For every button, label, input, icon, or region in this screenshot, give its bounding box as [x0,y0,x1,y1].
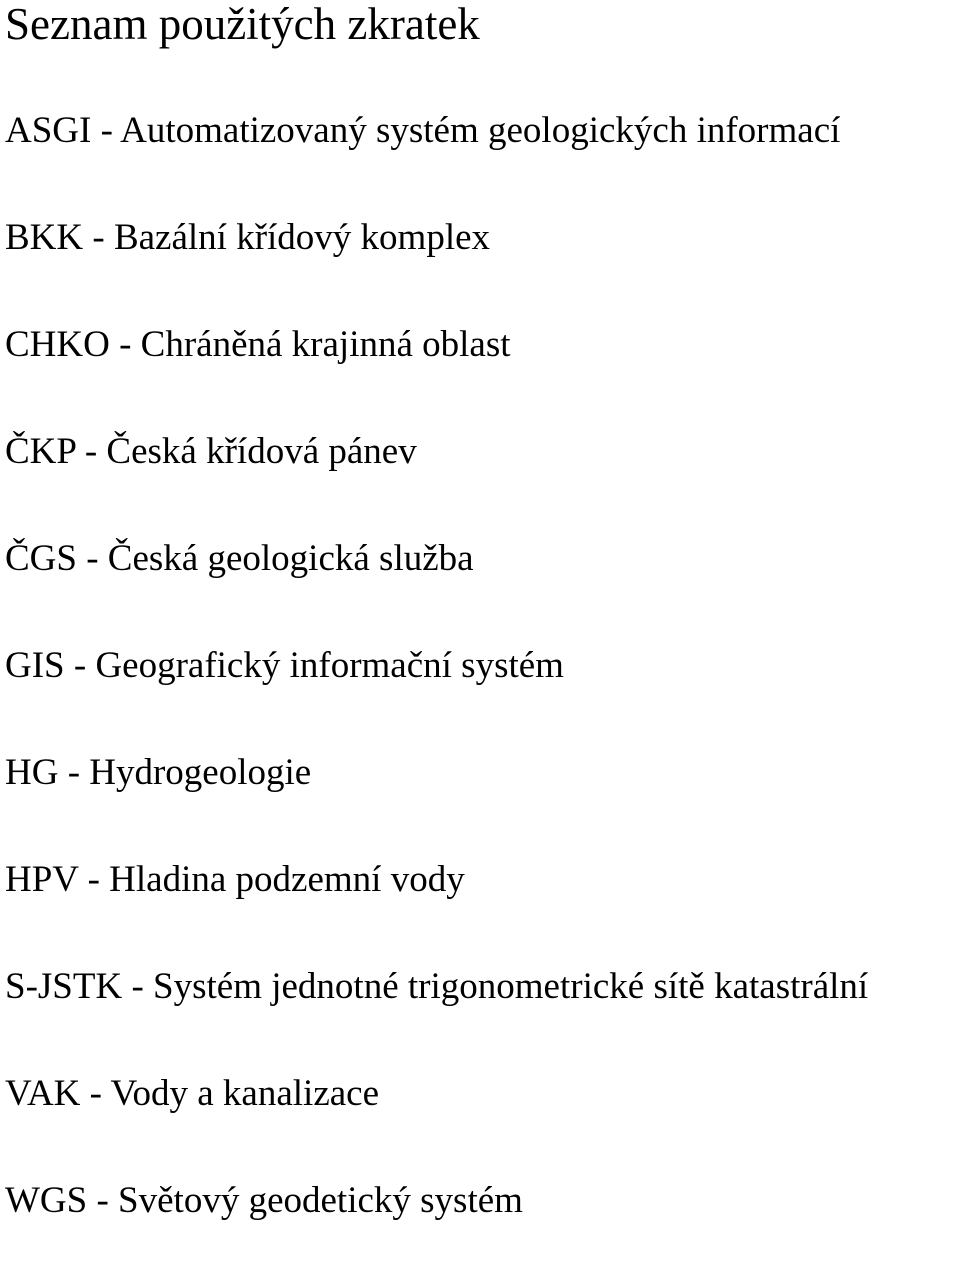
abbreviation-item-gis: GIS - Geografický informační systém [5,645,564,686]
abbreviation-item-wgs: WGS - Světový geodetický systém [5,1180,523,1221]
abbreviation-list [5,110,868,1287]
abbreviation-item-ckp: ČKP - Česká křídová pánev [5,431,417,472]
abbreviation-item-chko: CHKO - Chráněná krajinná oblast [5,324,511,365]
abbreviation-item-s-jstk: S-JSTK - Systém jednotné trigonometrické sítě katastrální [5,966,869,1007]
abbreviation-item-asgi: ASGI - Automatizovaný systém geologických informací [5,110,841,151]
abbreviation-item-hg: HG - Hydrogeologie [5,752,312,793]
abbreviation-item-bkk: BKK - Bazální křídový komplex [5,217,491,258]
abbreviation-item-hpv: HPV - Hladina podzemní vody [5,859,465,900]
abbreviation-item-cgs: ČGS - Česká geologická služba [5,538,474,579]
abbreviation-item-vak: VAK - Vody a kanalizace [5,1073,380,1114]
page-title: Seznam použitých zkratek [5,0,480,49]
